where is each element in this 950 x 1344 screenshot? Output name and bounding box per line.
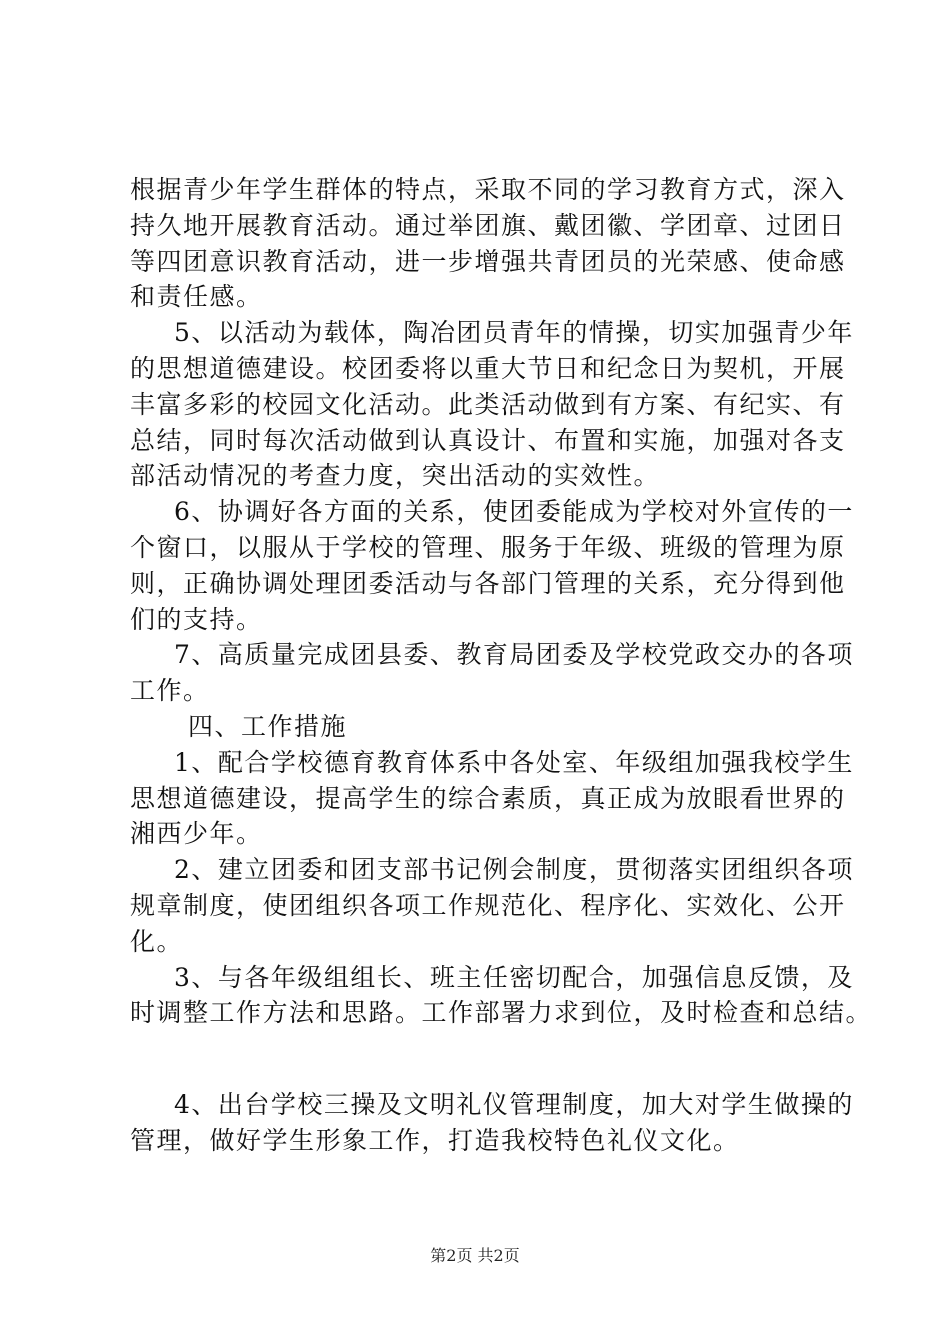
- text-line: 则，正确协调处理团委活动与各部门管理的关系，充分得到他: [130, 568, 846, 598]
- text-line: 总结，同时每次活动做到认真设计、布置和实施，加强对各支: [130, 425, 846, 455]
- text-line: 思想道德建设，提高学生的综合素质，真正成为放眼看世界的: [130, 783, 846, 813]
- text-line: 的思想道德建设。校团委将以重大节日和纪念日为契机，开展: [130, 353, 846, 383]
- text-line: 们的支持。: [130, 604, 263, 634]
- paragraph-item-6-start: 6、协调好各方面的关系，使团委能成为学校对外宣传的一: [174, 497, 854, 527]
- text-line: 规章制度，使团组织各项工作规范化、程序化、实效化、公开: [130, 890, 846, 920]
- measure-item-3-start: 3、与各年级组组长、班主任密切配合，加强信息反馈，及: [174, 962, 854, 992]
- measure-item-2-start: 2、建立团委和团支部书记例会制度，贯彻落实团组织各项: [174, 855, 854, 885]
- text-line: 时调整工作方法和思路。工作部署力求到位，及时检查和总结。: [130, 998, 873, 1028]
- text-line: 持久地开展教育活动。通过举团旗、戴团徽、学团章、过团日: [130, 210, 846, 240]
- page-number-footer: 第2页 共2页: [430, 1246, 520, 1265]
- paragraph-item-7-start: 7、高质量完成团县委、教育局团委及学校党政交办的各项: [174, 640, 854, 670]
- text-line: 管理，做好学生形象工作，打造我校特色礼仪文化。: [130, 1125, 740, 1155]
- text-line: 部活动情况的考查力度，突出活动的实效性。: [130, 461, 661, 491]
- section-heading: 四、工作措施: [188, 711, 348, 741]
- paragraph-item-5-start: 5、以活动为载体，陶冶团员青年的情操，切实加强青少年: [174, 318, 854, 348]
- text-line: 等四团意识教育活动，进一步增强共青团员的光荣感、使命感: [130, 246, 846, 276]
- paragraph-gap: [130, 1031, 830, 1087]
- text-line: 和责任感。: [130, 282, 263, 312]
- text-line: 湘西少年。: [130, 819, 263, 849]
- text-line: 根据青少年学生群体的特点，采取不同的学习教育方式，深入: [130, 175, 846, 204]
- text-line: 工作。: [130, 676, 210, 706]
- text-line: 丰富多彩的校园文化活动。此类活动做到有方案、有纪实、有: [130, 389, 846, 419]
- measure-item-4-start: 4、出台学校三操及文明礼仪管理制度，加大对学生做操的: [174, 1090, 854, 1120]
- text-line: 个窗口，以服从于学校的管理、服务于年级、班级的管理为原: [130, 532, 846, 562]
- text-line: 化。: [130, 926, 184, 956]
- document-body: [130, 172, 873, 1159]
- measure-item-1-start: 1、配合学校德育教育体系中各处室、年级组加强我校学生: [174, 747, 854, 777]
